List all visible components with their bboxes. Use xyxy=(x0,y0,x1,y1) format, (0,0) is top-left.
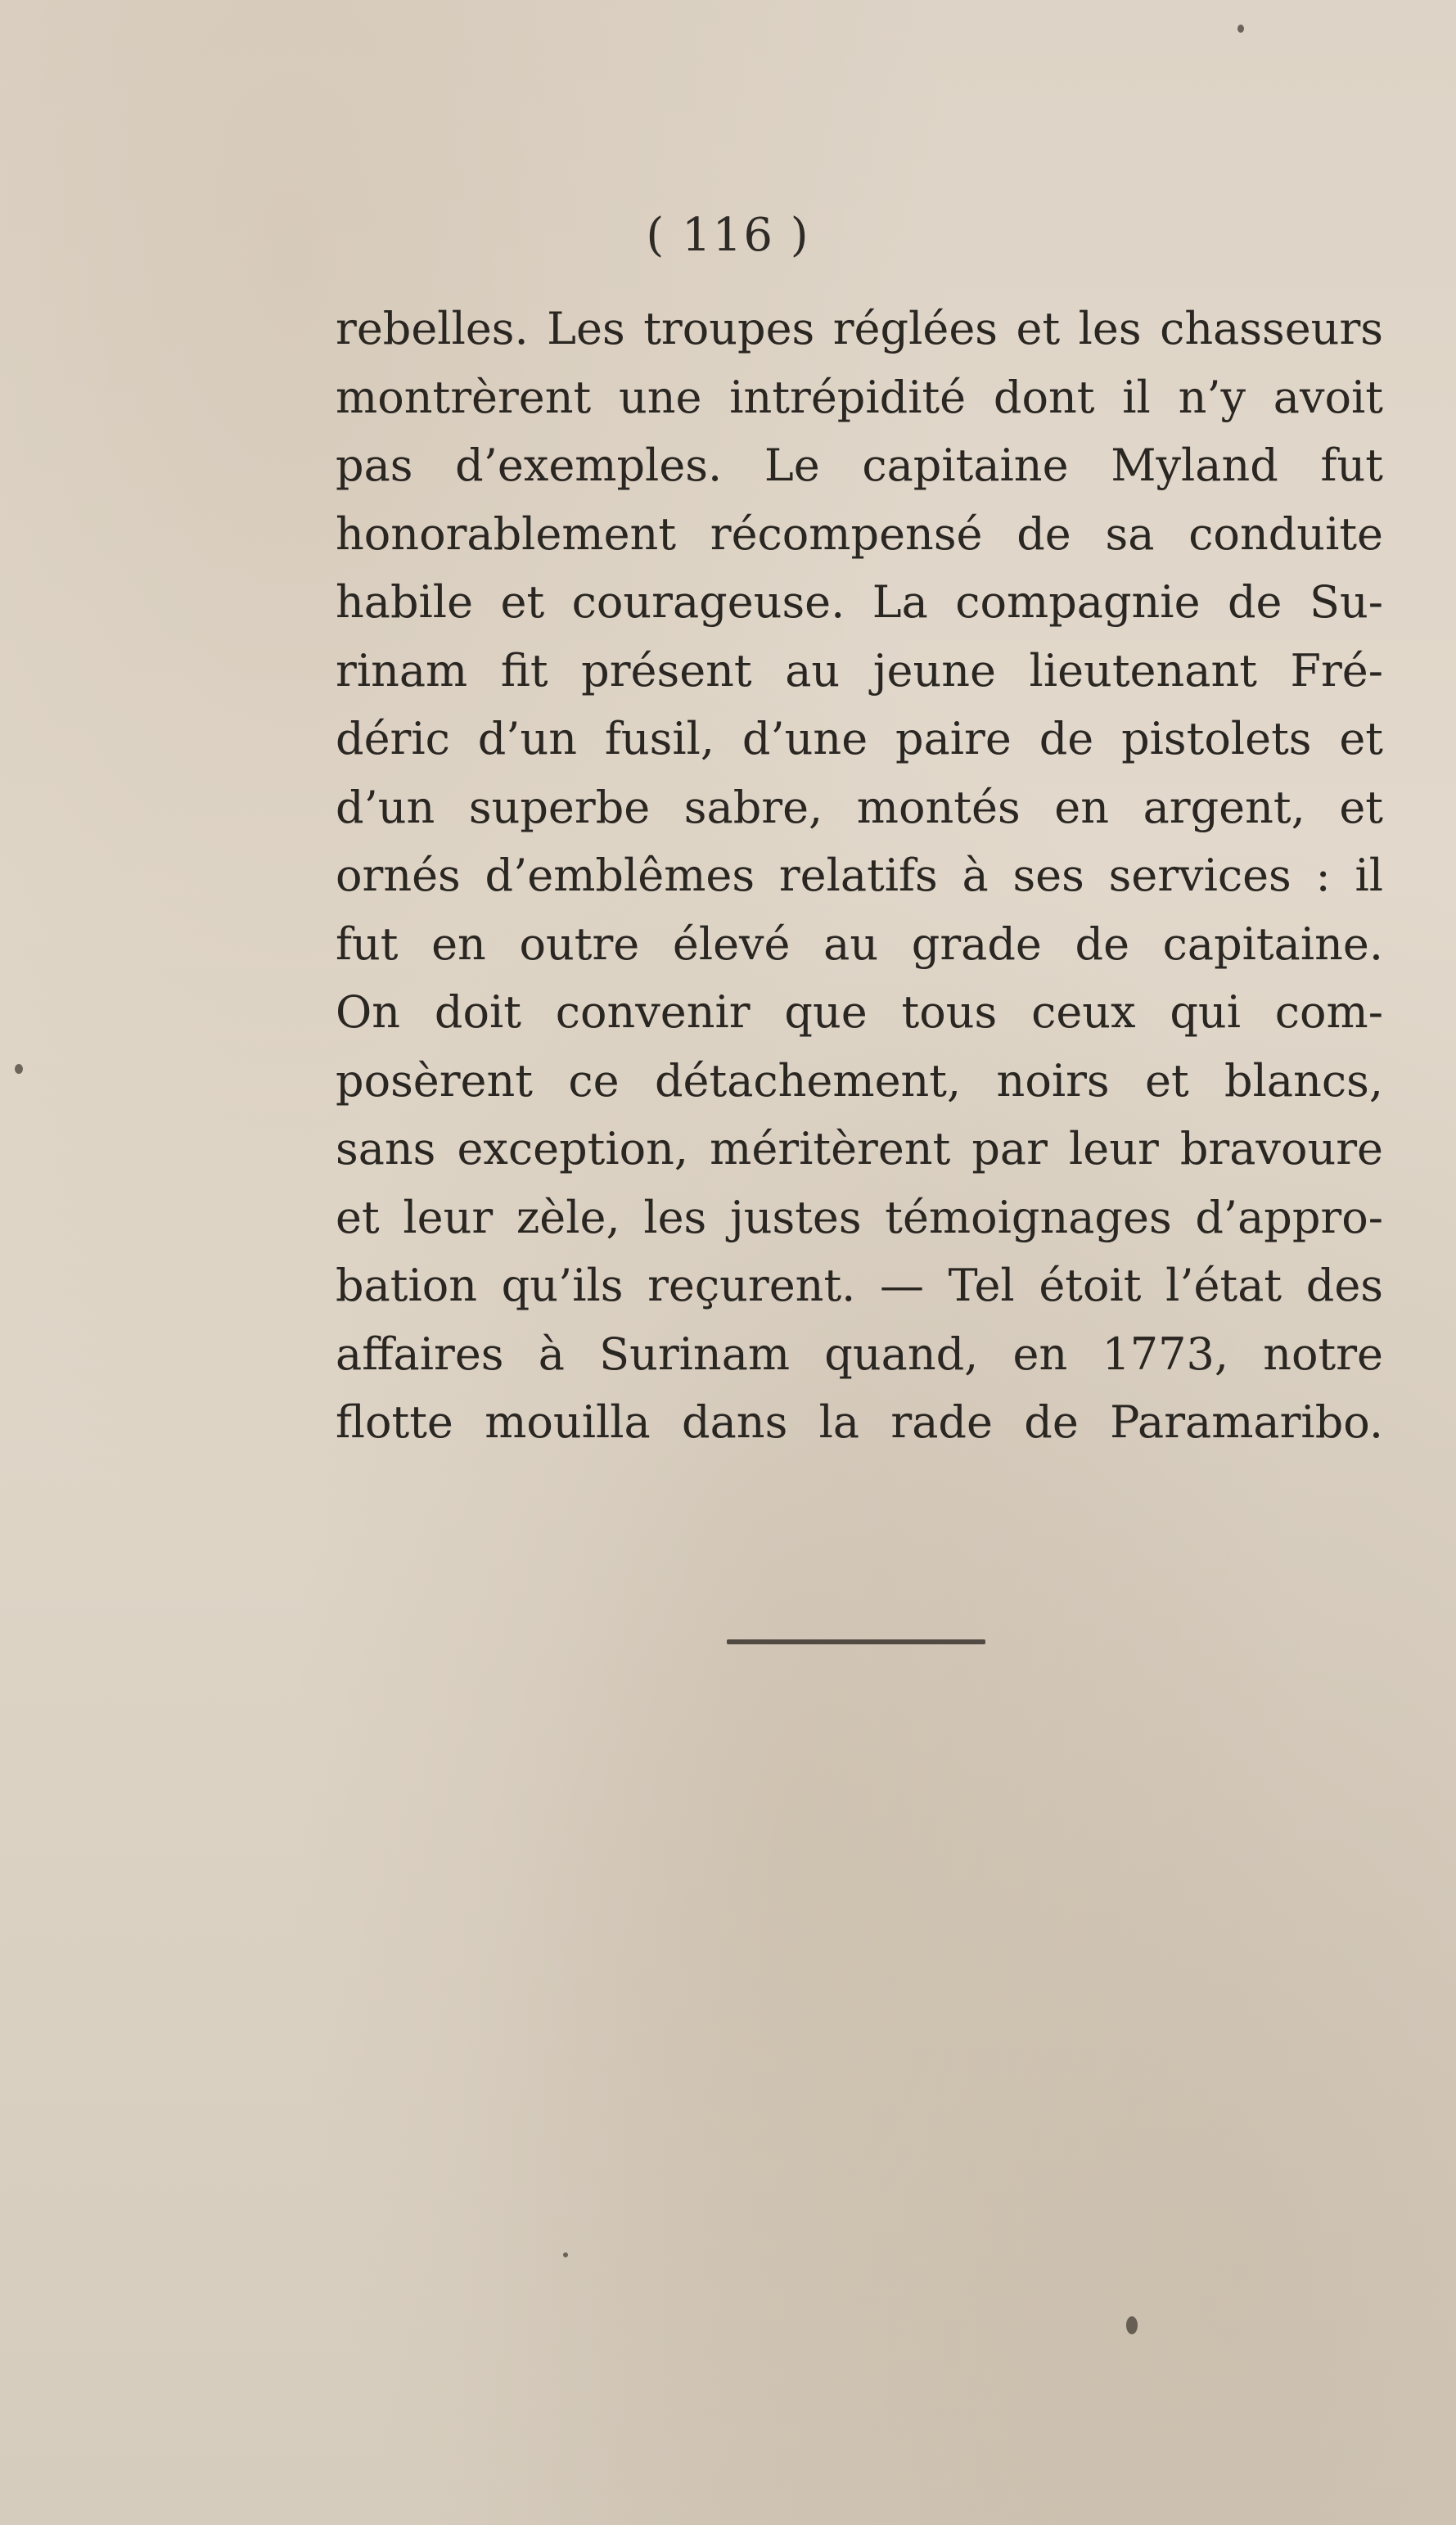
text-line: montrèrent une intrépidité dont il n’y avoit xyxy=(336,371,1383,423)
paper-speck xyxy=(563,2252,568,2257)
text-line: pas d’exemples. Le capitaine Myland fut xyxy=(336,440,1383,491)
text-line: posèrent ce détachement, noirs et blancs, xyxy=(336,1054,1383,1107)
text-line: flotte mouilla dans la rade de Paramaribo. xyxy=(336,1396,1383,1448)
section-divider-rule xyxy=(727,1639,985,1644)
text-line: et leur zèle, les justes témoignages d’appro- xyxy=(336,1191,1383,1243)
paper-speck xyxy=(15,1064,23,1074)
paper-speck xyxy=(1126,2316,1138,2334)
text-line: affaires à Surinam quand, en 1773, notre xyxy=(336,1328,1383,1380)
text-line: honorablement récompensé de sa conduite xyxy=(336,507,1383,560)
page-number: ( 116 ) xyxy=(646,209,810,262)
text-line: rinam fit présent au jeune lieutenant Fré- xyxy=(336,644,1383,697)
body-text xyxy=(336,295,1383,1457)
text-line: d’un superbe sabre, montés en argent, et xyxy=(336,781,1383,833)
text-line: rebelles. Les troupes réglées et les chasseurs xyxy=(336,303,1383,354)
text-line: sans exception, méritèrent par leur bravoure xyxy=(336,1123,1383,1175)
text-line: fut en outre élevé au grade de capitaine. xyxy=(336,918,1383,970)
text-line: habile et courageuse. La compagnie de Su- xyxy=(336,576,1383,628)
text-line: On doit convenir que tous ceux qui com- xyxy=(336,986,1383,1038)
text-line: déric d’un fusil, d’une paire de pistolets et xyxy=(336,713,1383,764)
text-line: ornés d’emblêmes relatifs à ses services : il xyxy=(336,850,1383,901)
paper-speck xyxy=(1237,25,1244,33)
text-line: bation qu’ils reçurent. — Tel étoit l’état des xyxy=(336,1260,1383,1311)
